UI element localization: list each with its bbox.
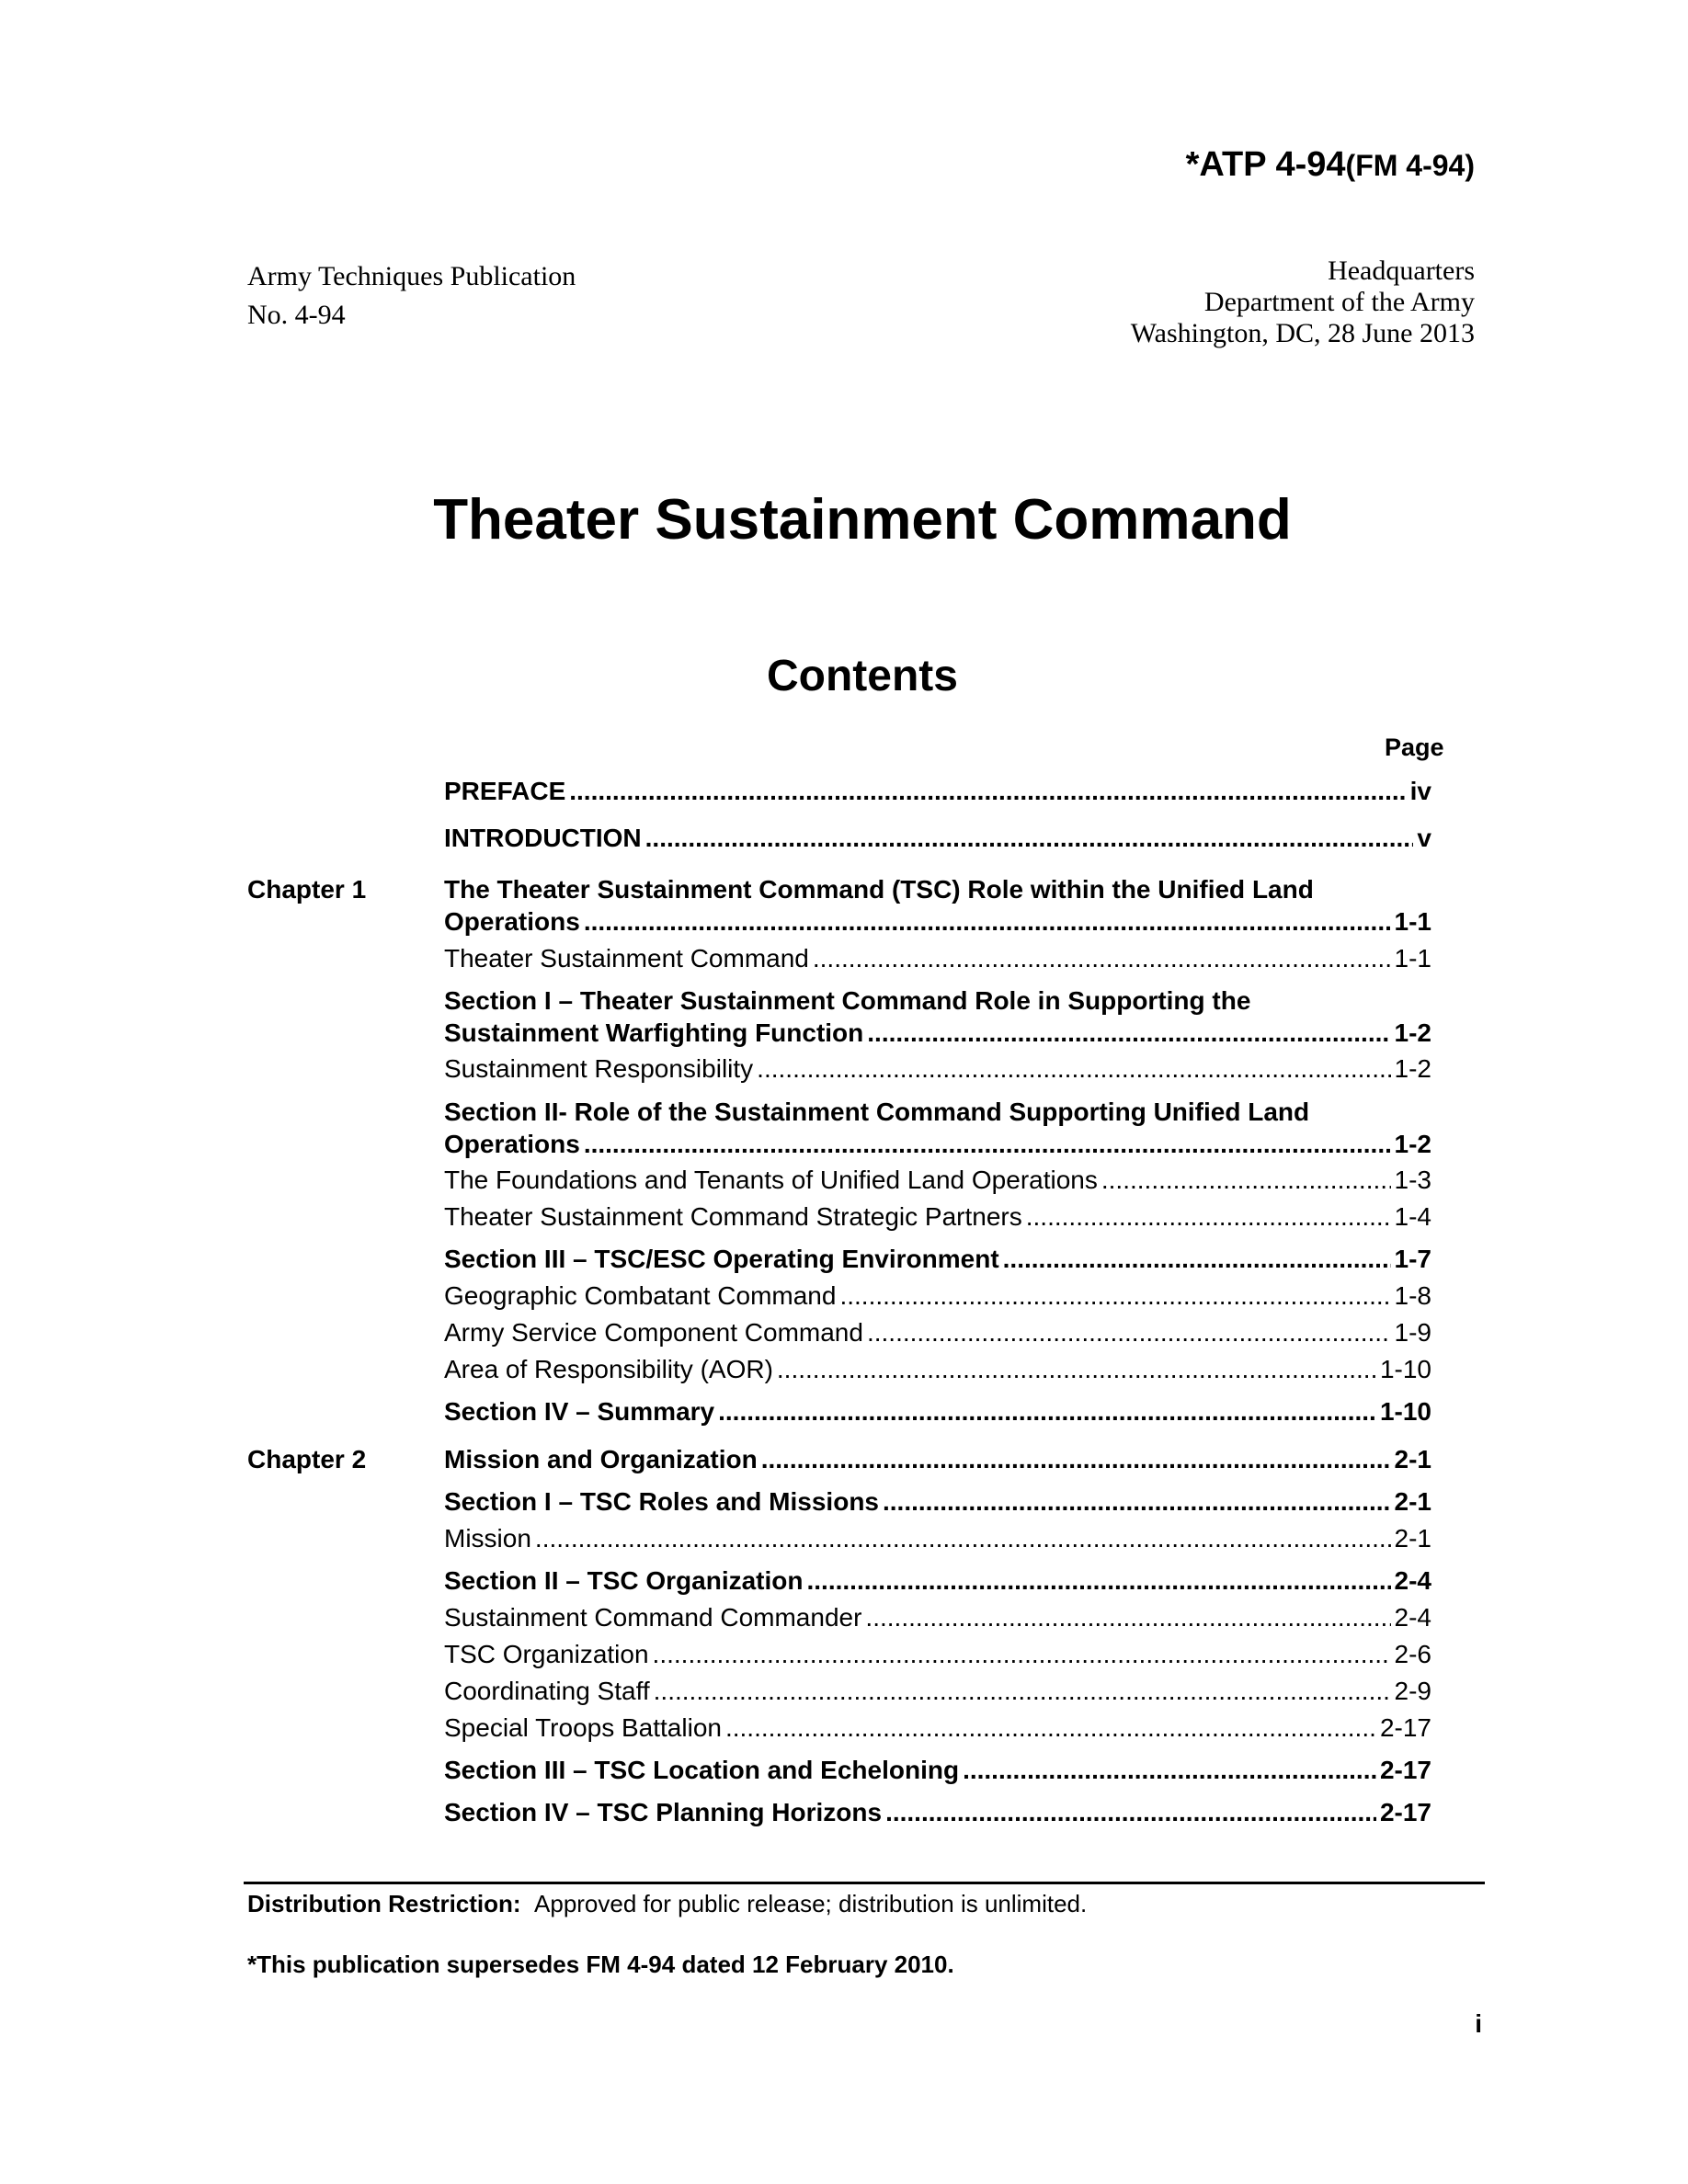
toc-entry-section-4[interactable]	[444, 1796, 1431, 1829]
toc-entry-page: 1-3	[1394, 1166, 1431, 1194]
toc-entry-page: 2-4	[1394, 1566, 1431, 1595]
page-number: i	[1475, 2009, 1482, 2038]
dot-leader	[883, 1485, 1391, 1519]
toc-entry[interactable]	[444, 1316, 1431, 1349]
dot-leader	[1003, 1243, 1391, 1276]
section-2-title-line1[interactable]: Section II- Role of the Sustainment Command Supporting Unified Land	[444, 1098, 1310, 1126]
distribution-restriction	[247, 1888, 1087, 1919]
toc-entry-text: Section IV – TSC Planning Horizons	[444, 1798, 883, 1826]
chapter-1-title-line1[interactable]: The Theater Sustainment Command (TSC) Role within the Unified Land	[444, 875, 1314, 904]
toc-entry-page: iv	[1409, 777, 1431, 805]
toc-entry-introduction[interactable]	[444, 822, 1431, 855]
toc-entry-page: 2-17	[1379, 1713, 1431, 1742]
toc-entry[interactable]	[444, 1601, 1431, 1634]
toc-entry-page: 2-6	[1394, 1640, 1431, 1668]
toc-entry-page: 1-7	[1394, 1245, 1431, 1273]
toc-entry-page: 1-1	[1394, 907, 1431, 936]
hq-line: Headquarters	[1328, 256, 1475, 286]
dot-leader	[718, 1395, 1376, 1428]
toc-entry-text: Operations	[444, 1130, 580, 1158]
toc-entry-page: 1-2	[1394, 1018, 1431, 1047]
dot-leader	[761, 1443, 1391, 1476]
section-1-title-line1[interactable]: Section I – Theater Sustainment Command Role in Supporting the	[444, 986, 1251, 1015]
page-column-label: Page	[1385, 734, 1444, 761]
dot-leader	[867, 1017, 1390, 1050]
toc-entry-chapter-2[interactable]	[444, 1443, 1431, 1476]
toc-entry-page: 1-1	[1394, 944, 1431, 973]
toc-entry-page: 2-17	[1379, 1756, 1431, 1784]
toc-entry[interactable]	[444, 1200, 1431, 1234]
document-title: Theater Sustainment Command	[433, 488, 1292, 552]
toc-entry-section-1[interactable]	[444, 1017, 1431, 1050]
toc-entry-text: Army Service Component Command	[444, 1318, 863, 1347]
dot-leader	[645, 822, 1414, 855]
toc-entry-text: Geographic Combatant Command	[444, 1281, 837, 1310]
toc-entry-text: Section II – TSC Organization	[444, 1566, 804, 1595]
toc-entry[interactable]	[444, 942, 1431, 975]
distribution-label: Distribution Restriction:	[247, 1890, 521, 1917]
toc-entry-chapter-1[interactable]	[444, 905, 1431, 938]
toc-entry-preface[interactable]	[444, 775, 1431, 808]
toc-entry[interactable]	[444, 1280, 1431, 1313]
toc-entry-text: Section IV – Summary	[444, 1397, 715, 1426]
dot-leader	[1101, 1164, 1391, 1197]
toc-entry[interactable]	[444, 1638, 1431, 1671]
date-line: Washington, DC, 28 June 2013	[1130, 318, 1475, 348]
toc-entry[interactable]	[444, 1164, 1431, 1197]
dot-leader	[867, 1316, 1391, 1349]
dot-leader	[839, 1280, 1390, 1313]
dot-leader	[963, 1754, 1376, 1787]
toc-entry-text: Theater Sustainment Command	[444, 944, 809, 973]
toc-entry-text: PREFACE	[444, 777, 566, 805]
department-line: Department of the Army	[1203, 287, 1475, 317]
chapter-1-label: Chapter 1	[247, 875, 367, 904]
toc-entry-text: Mission	[444, 1524, 531, 1553]
toc-entry-page: 2-4	[1394, 1603, 1431, 1632]
toc-entry-page: 1-4	[1394, 1202, 1431, 1231]
toc-entry-page: 1-10	[1379, 1355, 1431, 1383]
toc-entry-section-2[interactable]	[444, 1564, 1431, 1598]
distribution-text: Approved for public release; distribution is unlimited.	[534, 1890, 1088, 1917]
dot-leader	[1026, 1200, 1391, 1234]
toc-entry-text: Section III – TSC/ESC Operating Environment	[444, 1245, 999, 1273]
toc-entry-section-4[interactable]	[444, 1395, 1431, 1428]
publication-type: Army Techniques Publication	[247, 261, 576, 291]
fm-number: (FM 4-94)	[1345, 149, 1475, 182]
dot-leader	[885, 1796, 1376, 1829]
dot-leader	[813, 942, 1391, 975]
toc-entry-page: 1-10	[1379, 1397, 1431, 1426]
toc-entry-page: 2-17	[1379, 1798, 1431, 1826]
toc-entry-text: Operations	[444, 907, 580, 936]
toc-entry-section-3[interactable]	[444, 1754, 1431, 1787]
toc-entry-text: Sustainment Warfighting Function	[444, 1018, 864, 1047]
publication-info	[247, 261, 576, 338]
toc-entry-text: Special Troops Battalion	[444, 1713, 722, 1742]
toc-entry-page: 2-9	[1394, 1677, 1431, 1705]
toc-entry[interactable]	[444, 1712, 1431, 1745]
toc-entry-page: 2-1	[1394, 1487, 1431, 1516]
contents-heading: Contents	[767, 652, 958, 700]
toc-entry[interactable]	[444, 1353, 1431, 1386]
toc-entry-text: Section I – TSC Roles and Missions	[444, 1487, 879, 1516]
dot-leader	[654, 1675, 1391, 1708]
supersedes-note: *This publication supersedes FM 4-94 dated 12 February 2010.	[247, 1951, 954, 1978]
toc-entry-text: TSC Organization	[444, 1640, 649, 1668]
dot-leader	[757, 1052, 1390, 1086]
toc-entry[interactable]	[444, 1052, 1431, 1086]
toc-entry-section-3[interactable]	[444, 1243, 1431, 1276]
dot-leader	[777, 1353, 1376, 1386]
footer-divider	[244, 1882, 1485, 1884]
dot-leader	[569, 775, 1406, 808]
toc-entry-section-1[interactable]	[444, 1485, 1431, 1519]
toc-entry-text: Sustainment Responsibility	[444, 1054, 754, 1083]
toc-entry[interactable]	[444, 1522, 1431, 1555]
dot-leader	[807, 1564, 1391, 1598]
toc-entry-page: 1-2	[1394, 1130, 1431, 1158]
toc-entry-page: 1-9	[1394, 1318, 1431, 1347]
toc-entry-page: 2-1	[1394, 1445, 1431, 1473]
dot-leader	[584, 905, 1391, 938]
dot-leader	[865, 1601, 1390, 1634]
dot-leader	[653, 1638, 1391, 1671]
toc-entry-section-2[interactable]	[444, 1128, 1431, 1161]
toc-entry-page: v	[1417, 824, 1431, 852]
dot-leader	[725, 1712, 1376, 1745]
toc-entry-text: Section III – TSC Location and Echeloning	[444, 1756, 960, 1784]
toc-entry-text: Sustainment Command Commander	[444, 1603, 862, 1632]
chapter-2-label: Chapter 2	[247, 1445, 367, 1473]
headquarters-info	[1131, 256, 1475, 349]
toc-entry-page: 1-2	[1394, 1054, 1431, 1083]
dot-leader	[584, 1128, 1391, 1161]
toc-entry-page: 1-8	[1394, 1281, 1431, 1310]
toc-entry-text: Coordinating Staff	[444, 1677, 650, 1705]
publication-id	[1186, 145, 1475, 185]
toc-entry-text: Mission and Organization	[444, 1445, 758, 1473]
toc-entry[interactable]	[444, 1675, 1431, 1708]
toc-entry-page: 2-1	[1394, 1524, 1431, 1553]
toc-entry-text: The Foundations and Tenants of Unified Land Operations	[444, 1166, 1098, 1194]
toc-entry-text: Theater Sustainment Command Strategic Partners	[444, 1202, 1022, 1231]
dot-leader	[535, 1522, 1391, 1555]
toc-entry-text: Area of Responsibility (AOR)	[444, 1355, 773, 1383]
publication-number: No. 4-94	[247, 300, 346, 330]
toc-entry-text: INTRODUCTION	[444, 824, 642, 852]
atp-number: *ATP 4-94	[1185, 145, 1346, 184]
